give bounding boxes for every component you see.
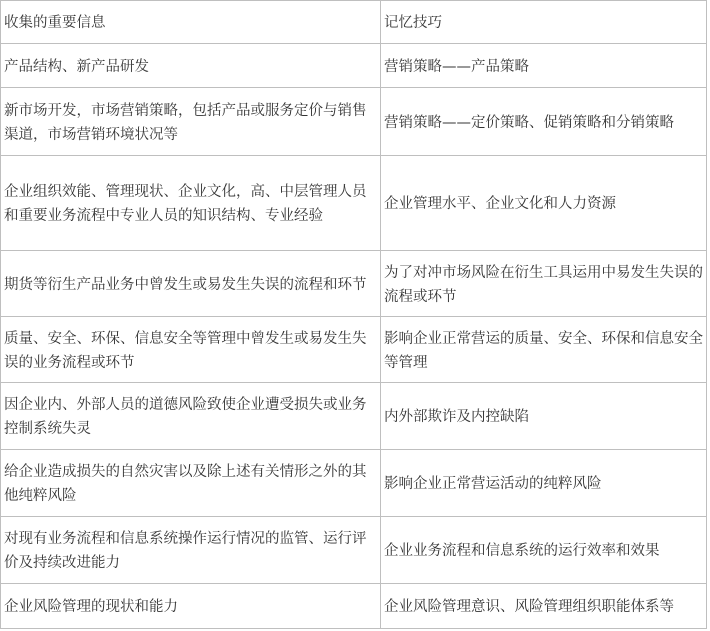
- info-cell: 质量、安全、环保、信息安全等管理中曾发生或易发生失误的业务流程或环节: [1, 317, 381, 383]
- table-row: [1, 450, 707, 517]
- tip-cell: 影响企业正常营运活动的纯粹风险: [381, 450, 707, 517]
- info-cell: 因企业内、外部人员的道德风险致使企业遭受损失或业务控制系统失灵: [1, 383, 381, 450]
- header-cell-tip: 记忆技巧: [381, 1, 707, 44]
- table-row: [1, 517, 707, 584]
- info-cell: 期货等衍生产品业务中曾发生或易发生失误的流程和环节: [1, 251, 381, 317]
- info-cell: 企业风险管理的现状和能力: [1, 584, 381, 629]
- tip-cell: 影响企业正常营运的质量、安全、环保和信息安全等管理: [381, 317, 707, 383]
- table-row: [1, 251, 707, 317]
- table-row: [1, 383, 707, 450]
- table-row: [1, 317, 707, 383]
- table-header-row: [1, 1, 707, 44]
- tip-cell: 营销策略——定价策略、促销策略和分销策略: [381, 88, 707, 156]
- tip-cell: 营销策略——产品策略: [381, 44, 707, 88]
- info-cell: 新市场开发，市场营销策略，包括产品或服务定价与销售渠道，市场营销环境状况等: [1, 88, 381, 156]
- table-row: [1, 44, 707, 88]
- table-row: [1, 88, 707, 156]
- tip-cell: 内外部欺诈及内控缺陷: [381, 383, 707, 450]
- info-cell: 给企业造成损失的自然灾害以及除上述有关情形之外的其他纯粹风险: [1, 450, 381, 517]
- info-cell: 对现有业务流程和信息系统操作运行情况的监管、运行评价及持续改进能力: [1, 517, 381, 584]
- tip-cell: 企业业务流程和信息系统的运行效率和效果: [381, 517, 707, 584]
- info-cell: 产品结构、新产品研发: [1, 44, 381, 88]
- table-row: [1, 584, 707, 629]
- table-row: [1, 156, 707, 251]
- tip-cell: 企业管理水平、企业文化和人力资源: [381, 156, 707, 251]
- tip-cell: 企业风险管理意识、风险管理组织职能体系等: [381, 584, 707, 629]
- info-cell: 企业组织效能、管理现状、企业文化，高、中层管理人员和重要业务流程中专业人员的知识结构、专业经验: [1, 156, 381, 251]
- tip-cell: 为了对冲市场风险在衍生工具运用中易发生失误的流程或环节: [381, 251, 707, 317]
- header-cell-info: 收集的重要信息: [1, 1, 381, 44]
